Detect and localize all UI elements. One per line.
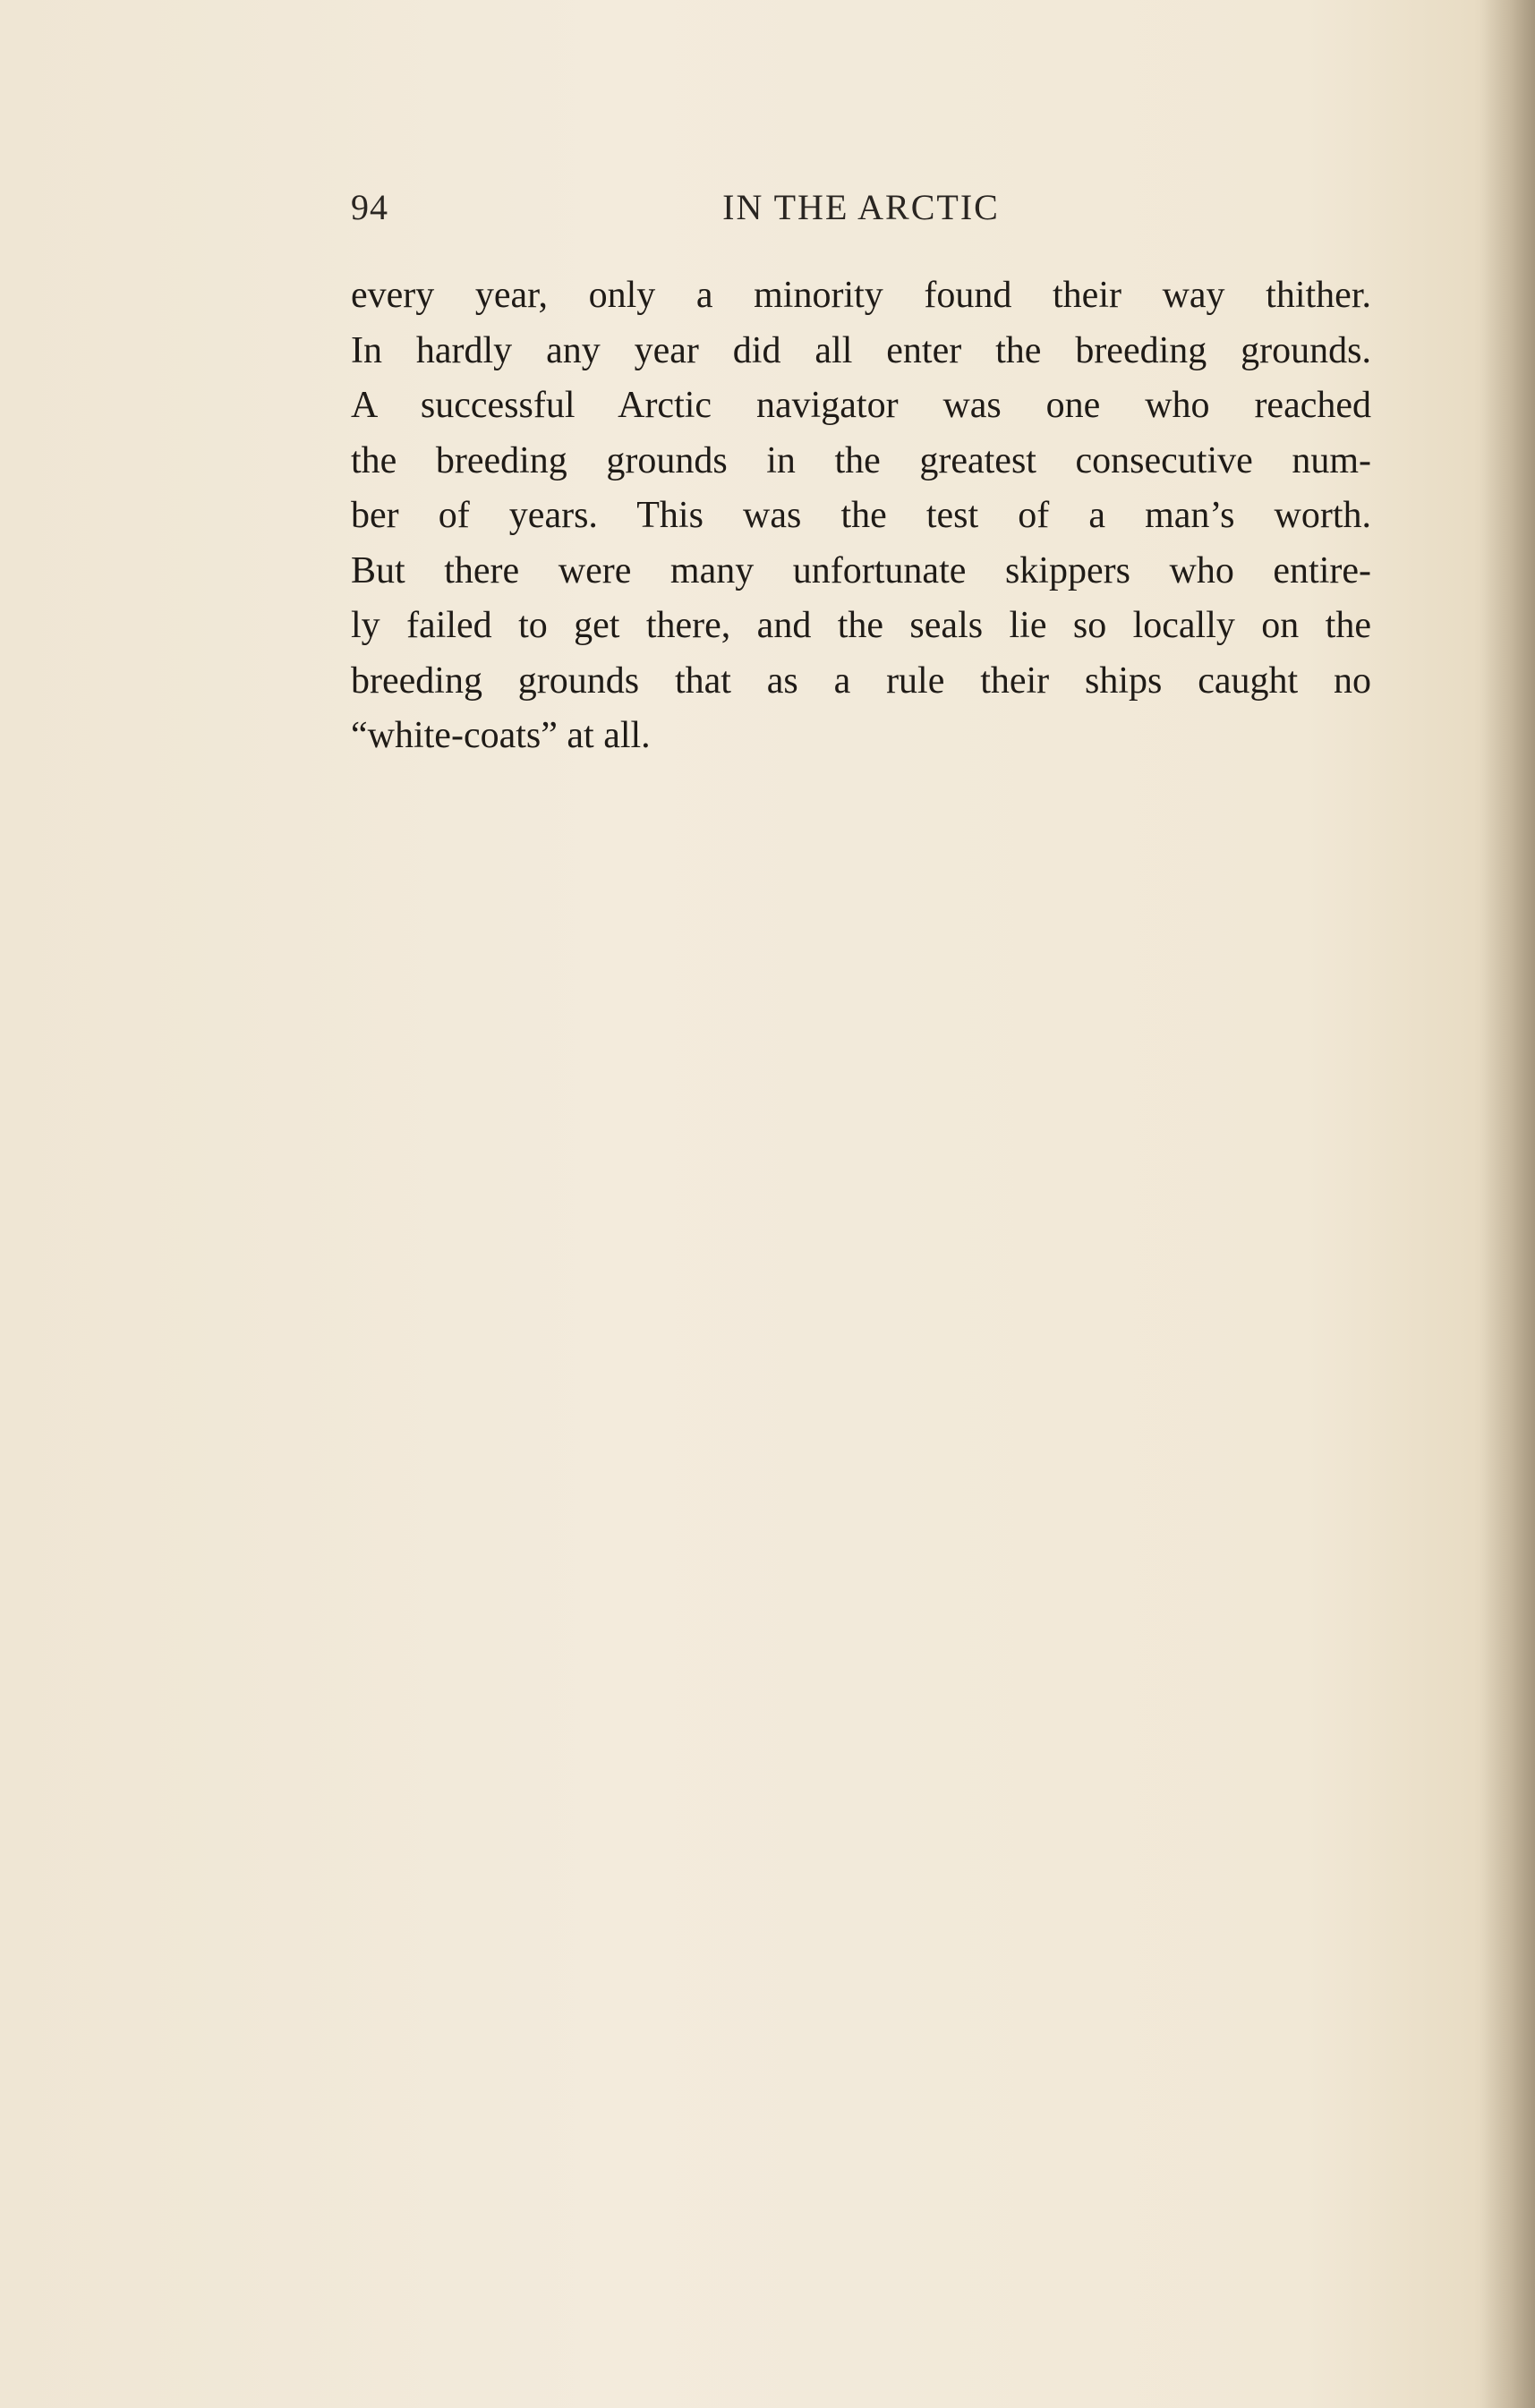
running-head: IN THE ARCTIC [722, 187, 1000, 227]
text-line: A successful Arctic navigator was one who reached [351, 385, 1371, 426]
spine-shadow [1481, 0, 1535, 2408]
text-line: In hardly any year did all enter the breeding grounds. [351, 329, 1371, 371]
text-line: breeding grounds that as a rule their ships caught no [351, 659, 1371, 702]
text-line: the breeding grounds in the greatest consecutive num- [351, 439, 1371, 481]
text-line: ly failed to get there, and the seals lie so locally on the [351, 605, 1371, 646]
text-line: ber of years. This was the test of a man’s worth. [351, 495, 1371, 536]
text-line: every year, only a minority found their way thither. [351, 275, 1371, 316]
page-number: 94 [351, 187, 388, 227]
page-header [351, 186, 1371, 240]
body-text [351, 268, 1371, 764]
text-line: “white-coats” at all. [351, 715, 651, 756]
text-line: But there were many unfortunate skippers who entire- [351, 549, 1371, 591]
